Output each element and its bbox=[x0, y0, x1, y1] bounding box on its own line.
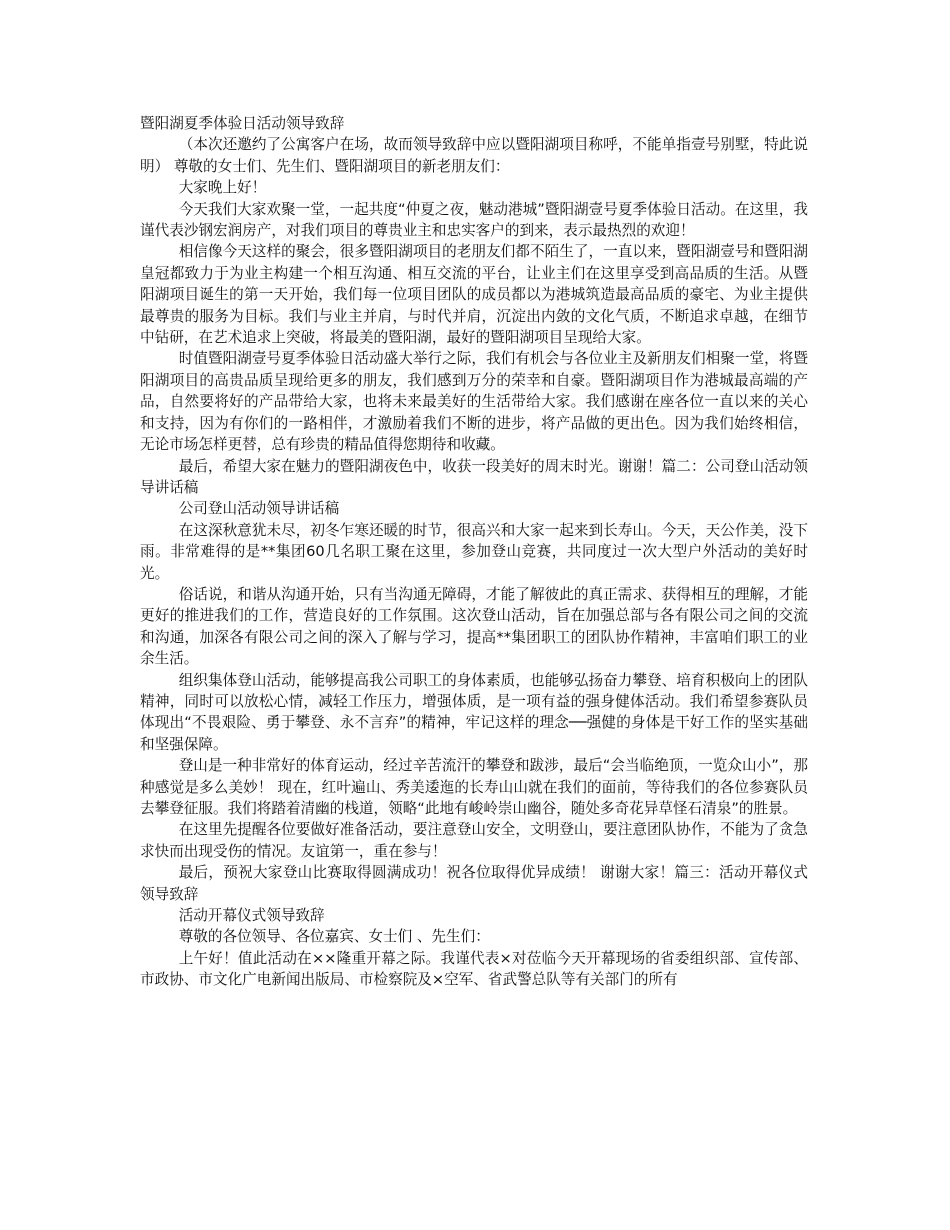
paragraph: 登山是一种非常好的体育运动，经过辛苦流汗的攀登和跋涉，最后“会当临绝顶，一览众山小”，那种感觉是多么美妙！ 现在，红叶遍山、秀美逶迤的长寿山山就在我们的面前，等待我们的各位参赛队员去攀登征服。我们将踏着清幽的栈道，领略“此地有峻岭崇山幽谷，随处多奇花异草怪石清泉”的胜景。 bbox=[140, 757, 808, 817]
paragraph: 大家晚上好！ bbox=[178, 179, 267, 197]
paragraph: 最后，预祝大家登山比赛取得圆满成功！祝各位取得优异成绩！ 谢谢大家！篇三：活动开幕仪式领导致辞 bbox=[140, 864, 808, 903]
section-heading: 活动开幕仪式领导致辞 bbox=[178, 907, 325, 925]
paragraph: 相信像今天这样的聚会，很多暨阳湖项目的老朋友们都不陌生了，一直以来，暨阳湖壹号和暨阳湖皇冠都致力于为业主构建一个相互沟通、相互交流的平台，让业主们在这里享受到高品质的生活。从暨阳湖项目诞生的第一天开始，我们每一位项目团队的成员都以为港城筑造最高品质的豪宅、为业主提供最尊贵的服务为目标。我们与业主并肩，与时代并肩，沉淀出内敛的文化气质，不断追求卓越，在细节中钻研，在艺术追求上突破，将最美的暨阳湖，最好的暨阳湖项目呈现给大家。 bbox=[140, 243, 808, 347]
paragraph: 组织集体登山活动，能够提高我公司职工的身体素质，也能够弘扬奋力攀登、培育积极向上的团队精神，同时可以放松心情，减轻工作压力，增强体质，是一项有益的强身健体活动。我们希望参赛队员体现出“不畏艰险、勇于攀登、永不言弃”的精神，牢记这样的理念──强健的身体是干好工作的坚实基础和坚强保障。 bbox=[140, 671, 808, 753]
paragraph: 最后，希望大家在魅力的暨阳湖夜色中，收获一段美好的周末时光。谢谢！篇二：公司登山活动领导讲话稿 bbox=[140, 457, 808, 496]
paragraph: 今天我们大家欢聚一堂，一起共度“仲夏之夜，魅动港城”暨阳湖壹号夏季体验日活动。在这里，我谨代表沙钢宏润房产，对我们项目的尊贵业主和忠实客户的到来，表示最热烈的欢迎！ bbox=[140, 200, 808, 240]
document-body bbox=[140, 113, 808, 991]
paragraph: 尊敬的各位领导、各位嘉宾、女士们 、先生们： bbox=[178, 928, 490, 946]
paragraph: 在这里先提醒各位要做好准备活动，要注意登山安全，文明登山，要注意团队协作，不能为了贪急求快而出现受伤的情况。友谊第一，重在参与！ bbox=[140, 821, 808, 860]
document-title: 暨阳湖夏季体验日活动领导致辞 bbox=[140, 115, 345, 132]
paragraph: 在这深秋意犹未尽，初冬乍寒还暖的时节，很高兴和大家一起来到长寿山。今天，天公作美，没下雨。非常难得的是**集团60几名职工聚在这里，参加登山竞赛，共同度过一次大型户外活动的美好时光。 bbox=[140, 521, 808, 582]
paragraph: 俗话说，和谐从沟通开始，只有当沟通无障碍，才能了解彼此的真正需求、获得相互的理解，才能更好的推进我们的工作，营造良好的工作氛围。这次登山活动，旨在加强总部与各有限公司之间的交流和沟通，加深各有限公司之间的深入了解与学习，提高**集团职工的团队协作精神，丰富咱们职工的业余生活。 bbox=[140, 585, 808, 668]
paragraph: 上午好！值此活动在××隆重开幕之际。我谨代表×对莅临今天开幕现场的省委组织部、宣传部、市政协、市文化广电新闻出版局、市检察院及×空军、省武警总队等有关部门的所有 bbox=[140, 949, 808, 989]
section-heading: 公司登山活动领导讲话稿 bbox=[178, 500, 340, 518]
paragraph: （本次还邀约了公寓客户在场，故而领导致辞中应以暨阳湖项目称呼，不能单指壹号别墅，特此说明） 尊敬的女士们、先生们、暨阳湖项目的新老朋友们： bbox=[140, 136, 808, 175]
paragraph: 时值暨阳湖壹号夏季体验日活动盛大举行之际，我们有机会与各位业主及新朋友们相聚一堂，将暨阳湖项目的高贵品质呈现给更多的朋友，我们感到万分的荣幸和自豪。暨阳湖项目作为港城最高端的产品，自然要将好的产品带给大家，也将未来最美好的生活带给大家。我们感谢在座各位一直以来的关心和支持，因为有你们的一路相伴，才激励着我们不断的进步，将产品做的更出色。因为我们始终相信，无论市场怎样更替，总有珍贵的精品值得您期待和收藏。 bbox=[140, 350, 808, 454]
